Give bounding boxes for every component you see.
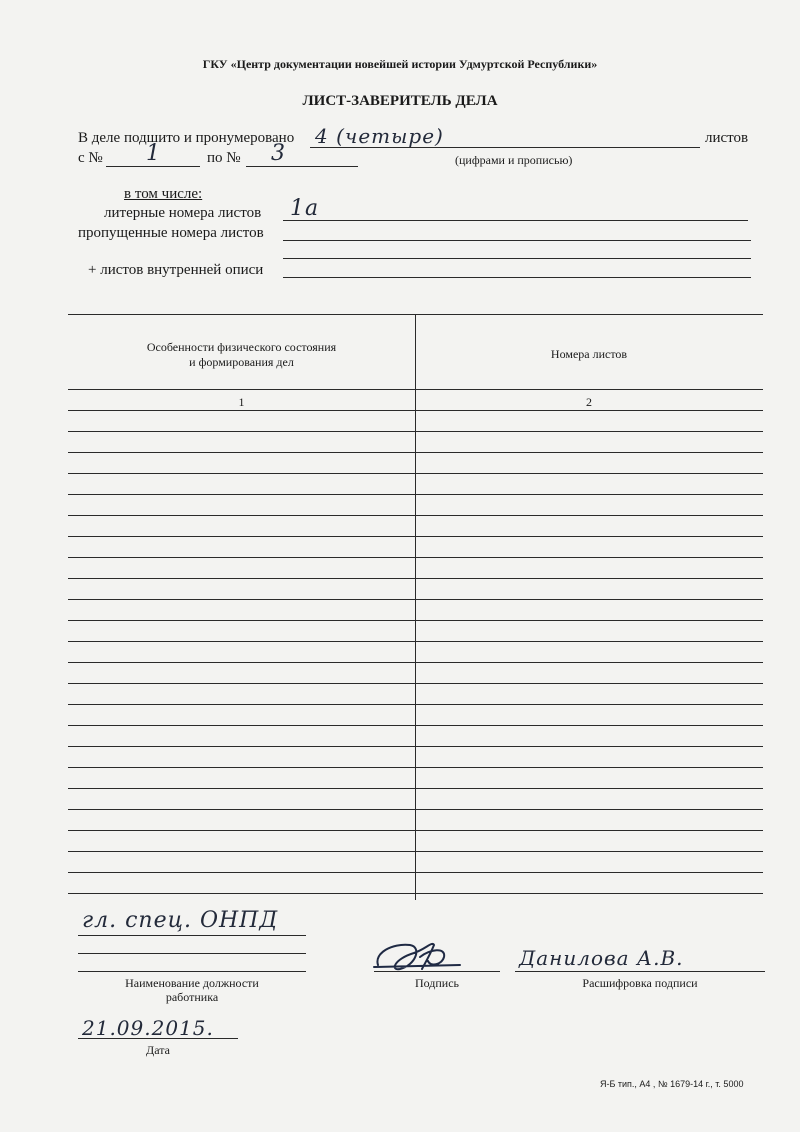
table-row-line <box>68 830 763 831</box>
table-row-line <box>68 410 763 411</box>
table-row-line <box>68 704 763 705</box>
table-row-line <box>68 452 763 453</box>
col1-header-line2: и формирования дел <box>189 355 294 369</box>
position-value: гл. спец. ОНПД <box>82 908 279 933</box>
to-label: по № <box>207 150 241 166</box>
position-underline-1 <box>78 935 306 936</box>
missing-underline-2 <box>283 258 751 259</box>
sheets-word: листов <box>705 130 749 146</box>
print-info: Я-Б тип., А4 , № 1679-14 г., т. 5000 <box>600 1079 744 1089</box>
position-label-line2: работника <box>165 990 219 1004</box>
table-row-line <box>68 641 763 642</box>
table-row-line <box>68 683 763 684</box>
lettered-underline <box>283 220 748 221</box>
table-row-line <box>68 557 763 558</box>
from-underline <box>106 166 200 167</box>
table-row-line <box>68 809 763 810</box>
decryption-label: Расшифровка подписи <box>582 976 698 990</box>
inner-inventory-label: + листов внутренней описи <box>88 262 264 278</box>
table-row-line <box>68 893 763 894</box>
missing-underline <box>283 240 751 241</box>
table-row-line <box>68 851 763 852</box>
date-label: Дата <box>146 1043 170 1057</box>
lettered-value: 1а <box>290 196 320 221</box>
digits-hint: (цифрами и прописью) <box>455 153 573 167</box>
table-row-line <box>68 620 763 621</box>
from-value: 1 <box>146 141 161 166</box>
signature-underline <box>374 971 500 972</box>
from-label: с № <box>78 150 103 166</box>
date-value: 21.09.2015. <box>82 1016 214 1040</box>
table-row-line <box>68 746 763 747</box>
missing-label: пропущенные номера листов <box>78 225 264 241</box>
col2-number: 2 <box>586 395 592 409</box>
table-row-line <box>68 788 763 789</box>
to-value: 3 <box>271 141 286 166</box>
decryption-underline <box>515 971 765 972</box>
decryption-value: Данилова А.В. <box>519 946 684 970</box>
table-row-line <box>68 536 763 537</box>
table-row-line <box>68 515 763 516</box>
table-row-line <box>68 725 763 726</box>
table-row-line <box>68 872 763 873</box>
position-label-line1: Наименование должности <box>125 976 259 990</box>
table-row-line <box>68 494 763 495</box>
position-underline-2 <box>78 953 306 954</box>
table-header-border <box>68 389 763 390</box>
sheet-count-label: В деле подшито и пронумеровано <box>78 130 295 146</box>
lettered-label: литерные номера листов <box>104 205 262 221</box>
document-title: ЛИСТ-ЗАВЕРИТЕЛЬ ДЕЛА <box>302 93 498 109</box>
col1-header-line1: Особенности физического состояния <box>146 340 337 354</box>
inner-inventory-underline <box>283 277 751 278</box>
col1-number: 1 <box>238 395 245 409</box>
date-underline <box>78 1038 238 1039</box>
table-row-line <box>68 431 763 432</box>
table-row-line <box>68 473 763 474</box>
to-underline <box>246 166 358 167</box>
table-row-line <box>68 662 763 663</box>
col2-header: Номера листов <box>550 347 628 361</box>
table-row-line <box>68 767 763 768</box>
position-underline-3 <box>78 971 306 972</box>
organization-name: ГКУ «Центр документации новейшей истории Удмуртской Республики» <box>202 57 598 71</box>
table-row-line <box>68 578 763 579</box>
table-row-line <box>68 599 763 600</box>
signature-label: Подпись <box>414 976 460 990</box>
sheet-count-handwritten: 4 (четыре) <box>315 124 444 148</box>
including-heading: в том числе: <box>124 186 203 202</box>
